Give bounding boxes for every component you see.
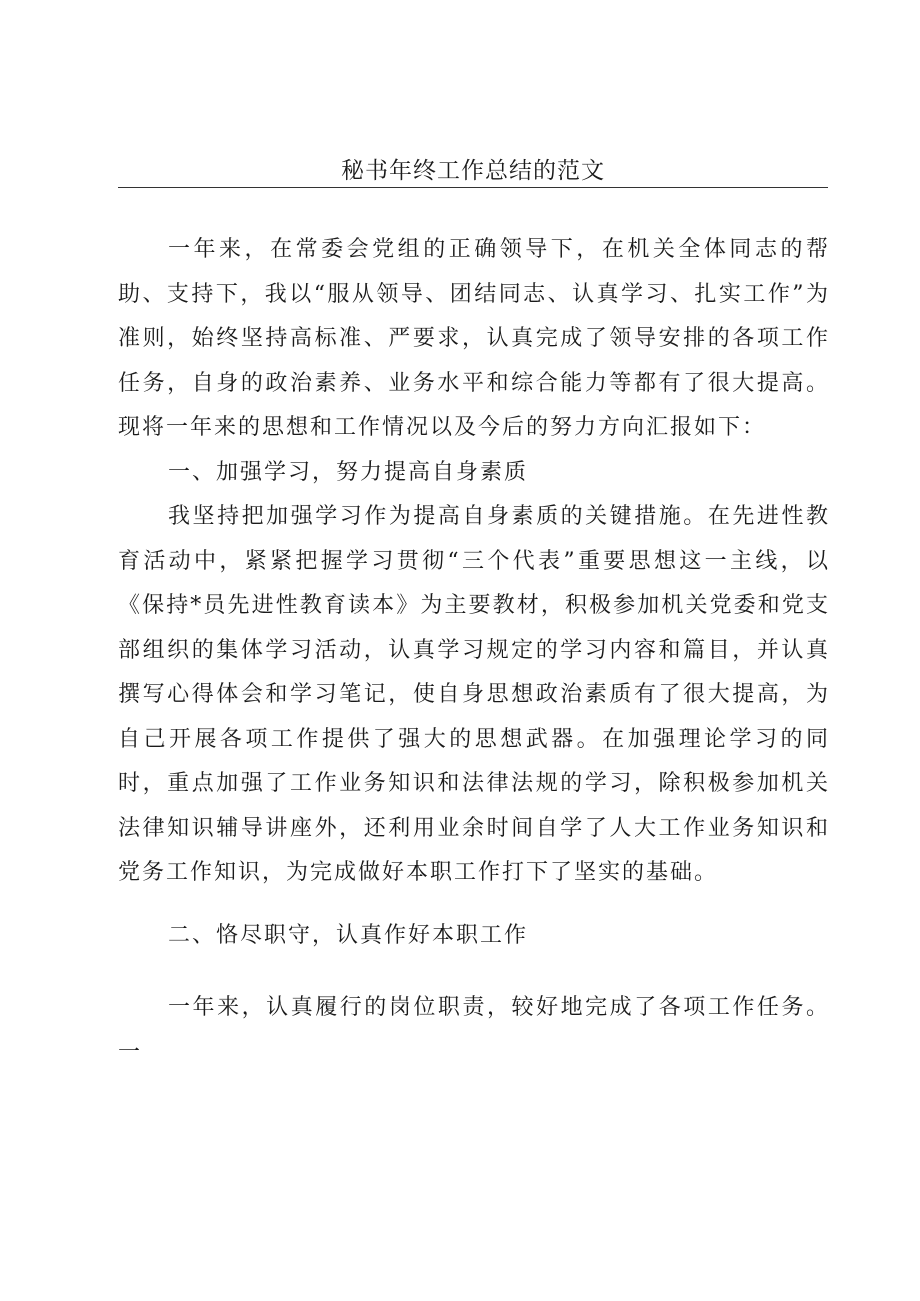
section-1-paragraph: 我坚持把加强学习作为提高自身素质的关键措施。在先进性教育活动中，紧紧把握学习贯彻“三个代表”重要思想这一主线，以《保持*员先进性教育读本》为主要教材，积极参加机关党委和党支部组织的集体学习活动，认真学习规定的学习内容和篇目，并认真撰写心得体会和学习笔记，使自身思想政治素质有了很大提高，为自己开展各项工作提供了强大的思想武器。在加强理论学习的同时，重点加强了工作业务知识和法律法规的学习，除积极参加机关法律知识辅导讲座外，还利用业余时间自学了人大工作业务知识和党务工作知识，为完成做好本职工作打下了坚实的基础。: [118, 504, 830, 885]
section-2-paragraph: 一年来，认真履行的岗位职责，较好地完成了各项工作任务。一: [118, 995, 830, 1065]
section-heading-1: 一、加强学习，努力提高自身素质: [168, 459, 529, 485]
spacer: [118, 896, 830, 914]
document-title: 秘书年终工作总结的范文: [341, 158, 605, 184]
title-underline: [118, 187, 828, 188]
document-body: [118, 228, 830, 1075]
spacer: [118, 958, 830, 986]
intro-paragraph: 一年来，在常委会党组的正确领导下，在机关全体同志的帮助、支持下，我以“服从领导、团结同志、认真学习、扎实工作”为准则，始终坚持高标准、严要求，认真完成了领导安排的各项工作任务，自身的政治素养、业务水平和综合能力等都有了很大提高。现将一年来的思想和工作情况以及今后的努力方向汇报如下：: [118, 237, 830, 440]
section-heading-2: 二、恪尽职守，认真作好本职工作: [168, 922, 529, 948]
